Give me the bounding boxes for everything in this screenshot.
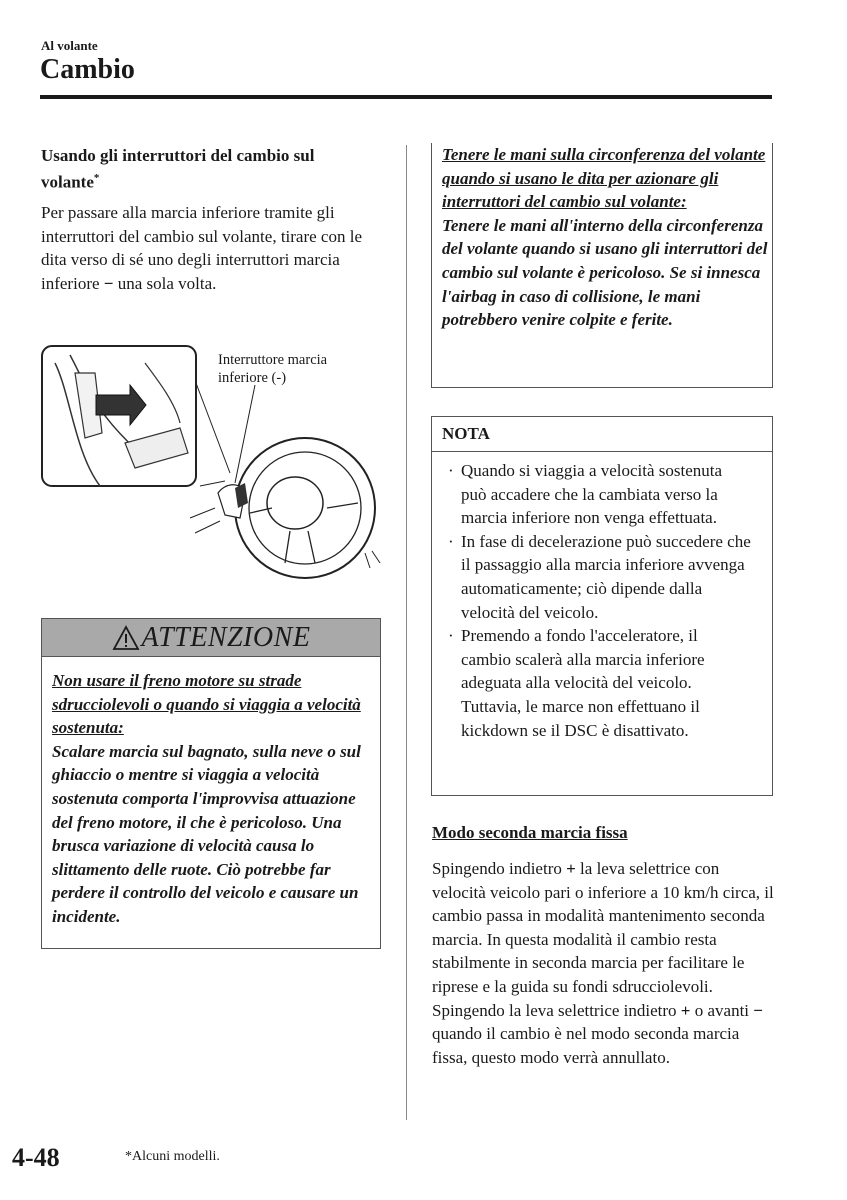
footnote-mark: * — [93, 172, 100, 184]
callout-line-1: Interruttore marcia — [218, 352, 328, 368]
minus-symbol: − — [103, 273, 114, 293]
section-heading-second-gear: Modo seconda marcia fissa — [432, 823, 628, 842]
note-box — [431, 416, 773, 796]
paddle-shift-instructions — [41, 201, 371, 295]
callout-line-2: inferiore (-) — [218, 370, 287, 386]
minus-symbol: − — [753, 1000, 763, 1020]
instructions-text-b: una sola volta. — [113, 273, 217, 293]
title-rule — [40, 95, 772, 99]
plus-symbol: + — [566, 859, 576, 878]
second-gear-description — [432, 857, 777, 1069]
warning-box — [41, 618, 381, 949]
warning-title: ATTENZIONE — [141, 621, 311, 653]
warning-content — [432, 143, 772, 332]
instructions-text-a: Per passare alla marcia inferiore tramite gli interruttori del cambio sul volante, tirare con le dita verso di sé uno degli interruttori marcia inferiore — [41, 203, 362, 293]
p2-text-a: Spingendo la leva selettrice indietro — [432, 1000, 681, 1020]
column-divider — [406, 145, 407, 1120]
heading-text: Usando gli interruttori del cambio sul volante — [41, 146, 315, 192]
hands-warning-box — [431, 143, 773, 388]
page-number: 4-48 — [12, 1143, 60, 1172]
footnote: *Alcuni modelli. — [125, 1149, 220, 1164]
warning-text: Tenere le mani all'interno della circonferenza del volante quando si usano gli interruttori del cambio sul volante è pericoloso. Se si innesca l'airbag in caso di collisione, le mani potrebbero venire colpite e ferite. — [442, 215, 768, 330]
warning-header — [42, 618, 380, 657]
p2-text-c: quando il cambio è nel modo seconda marcia fissa, questo modo verrà annullato. — [432, 1024, 740, 1067]
note-item: · Premendo a fondo l'acceleratore, il cambio scalerà alla marcia inferiore adeguata alla velocità del veicolo. Tuttavia, le marce non effettuano il kickdown se il DSC è disattivato. — [448, 624, 751, 742]
p2-text-b: o avanti — [690, 1000, 754, 1020]
note-item: · Quando si viaggia a velocità sostenuta può accadere che la cambiata verso la marcia inferiore non venga effettuata. — [448, 459, 751, 530]
warning-text: Scalare marcia sul bagnato, sulla neve o sul ghiaccio o mentre si viaggia a velocità sostenuta comporta l'improvvisa attuazione del freno motore, il che è pericoloso. Una brusca variazione di velocità causa lo slittamento delle ruote. Ciò potrebbe far perdere il controllo del veicolo e causare un incidente. — [52, 741, 361, 926]
plus-symbol: + — [680, 1000, 691, 1020]
warning-triangle-icon — [112, 625, 140, 651]
warning-condition: Non usare il freno motore su strade sdrucciolevoli o quando si viaggia a velocità sostenuta: — [52, 671, 361, 738]
note-list — [432, 452, 772, 742]
steering-wheel-figure — [40, 343, 385, 583]
section-heading-paddle-shifters — [41, 144, 371, 194]
figure-callout-label — [218, 351, 368, 387]
note-item: · In fase di decelerazione può succedere che il passaggio alla marcia inferiore avvenga automaticamente; ciò dipende dalla velocità del veicolo. — [448, 530, 751, 624]
p1-text-b: la leva selettrice con velocità veicolo pari o inferiore a 10 km/h circa, il cambio passa in modalità mantenimento seconda marcia. In questa modalità il cambio resta stabilmente in seconda marcia per facilitare le riprese e la guida su fondi sdrucciolevoli. — [432, 859, 774, 996]
warning-condition: Tenere le mani sulla circonferenza del volante quando si usano le dita per azionare gli interruttori del cambio sul volante: — [442, 145, 766, 212]
breadcrumb: Al volante — [41, 38, 98, 53]
note-header: NOTA — [432, 417, 772, 452]
p1-text-a: Spingendo indietro — [432, 859, 567, 878]
page-title: Cambio — [40, 54, 135, 85]
warning-content — [42, 657, 380, 929]
